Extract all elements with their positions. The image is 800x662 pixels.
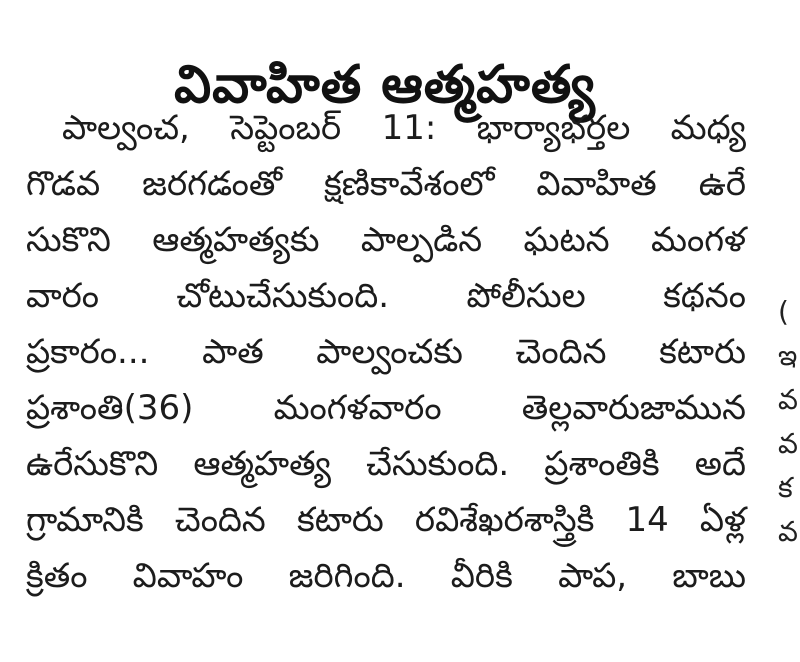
article-line: వారం చోటుచేసుకుంది. పోలీసుల కథనం <box>26 276 746 316</box>
article-headline: వివాహిత ఆత్మహత్య <box>174 54 596 115</box>
column-fragment: ఇ <box>778 339 798 372</box>
column-fragment: వ <box>778 515 798 548</box>
article-line: ప్రశాంతి(36) మంగళవారం తెల్లవారుజామున <box>26 388 746 428</box>
adjacent-column-fragments <box>778 290 800 590</box>
article-line: సుకొని ఆత్మహత్యకు పాల్పడిన ఘటన మంగళ <box>26 220 746 260</box>
column-fragment: వ <box>778 427 798 460</box>
article-line: ఉరేసుకొని ఆత్మహత్య చేసుకుంది. ప్రశాంతికి అదే <box>26 444 746 484</box>
article-line: క్రితం వివాహం జరిగింది. వీరికి పాప, బాబు <box>26 556 746 596</box>
article-body <box>26 100 746 604</box>
article-line: ప్రకారం... పాత పాల్వంచకు చెందిన కటారు <box>26 332 746 372</box>
column-fragment: క <box>778 471 793 504</box>
column-fragment: ( <box>778 295 789 328</box>
column-fragment: వ <box>778 383 798 416</box>
article-line: పాల్వంచ, సెప్టెంబర్ 11: భార్యాభర్తల మధ్య <box>62 108 746 148</box>
article-line: గ్రామానికి చెందిన కటారు రవిశేఖరశాస్త్రికి 14 ఏళ్ల <box>26 500 746 540</box>
article-line: గొడవ జరగడంతో క్షణికావేశంలో వివాహిత ఉరే <box>26 164 746 204</box>
